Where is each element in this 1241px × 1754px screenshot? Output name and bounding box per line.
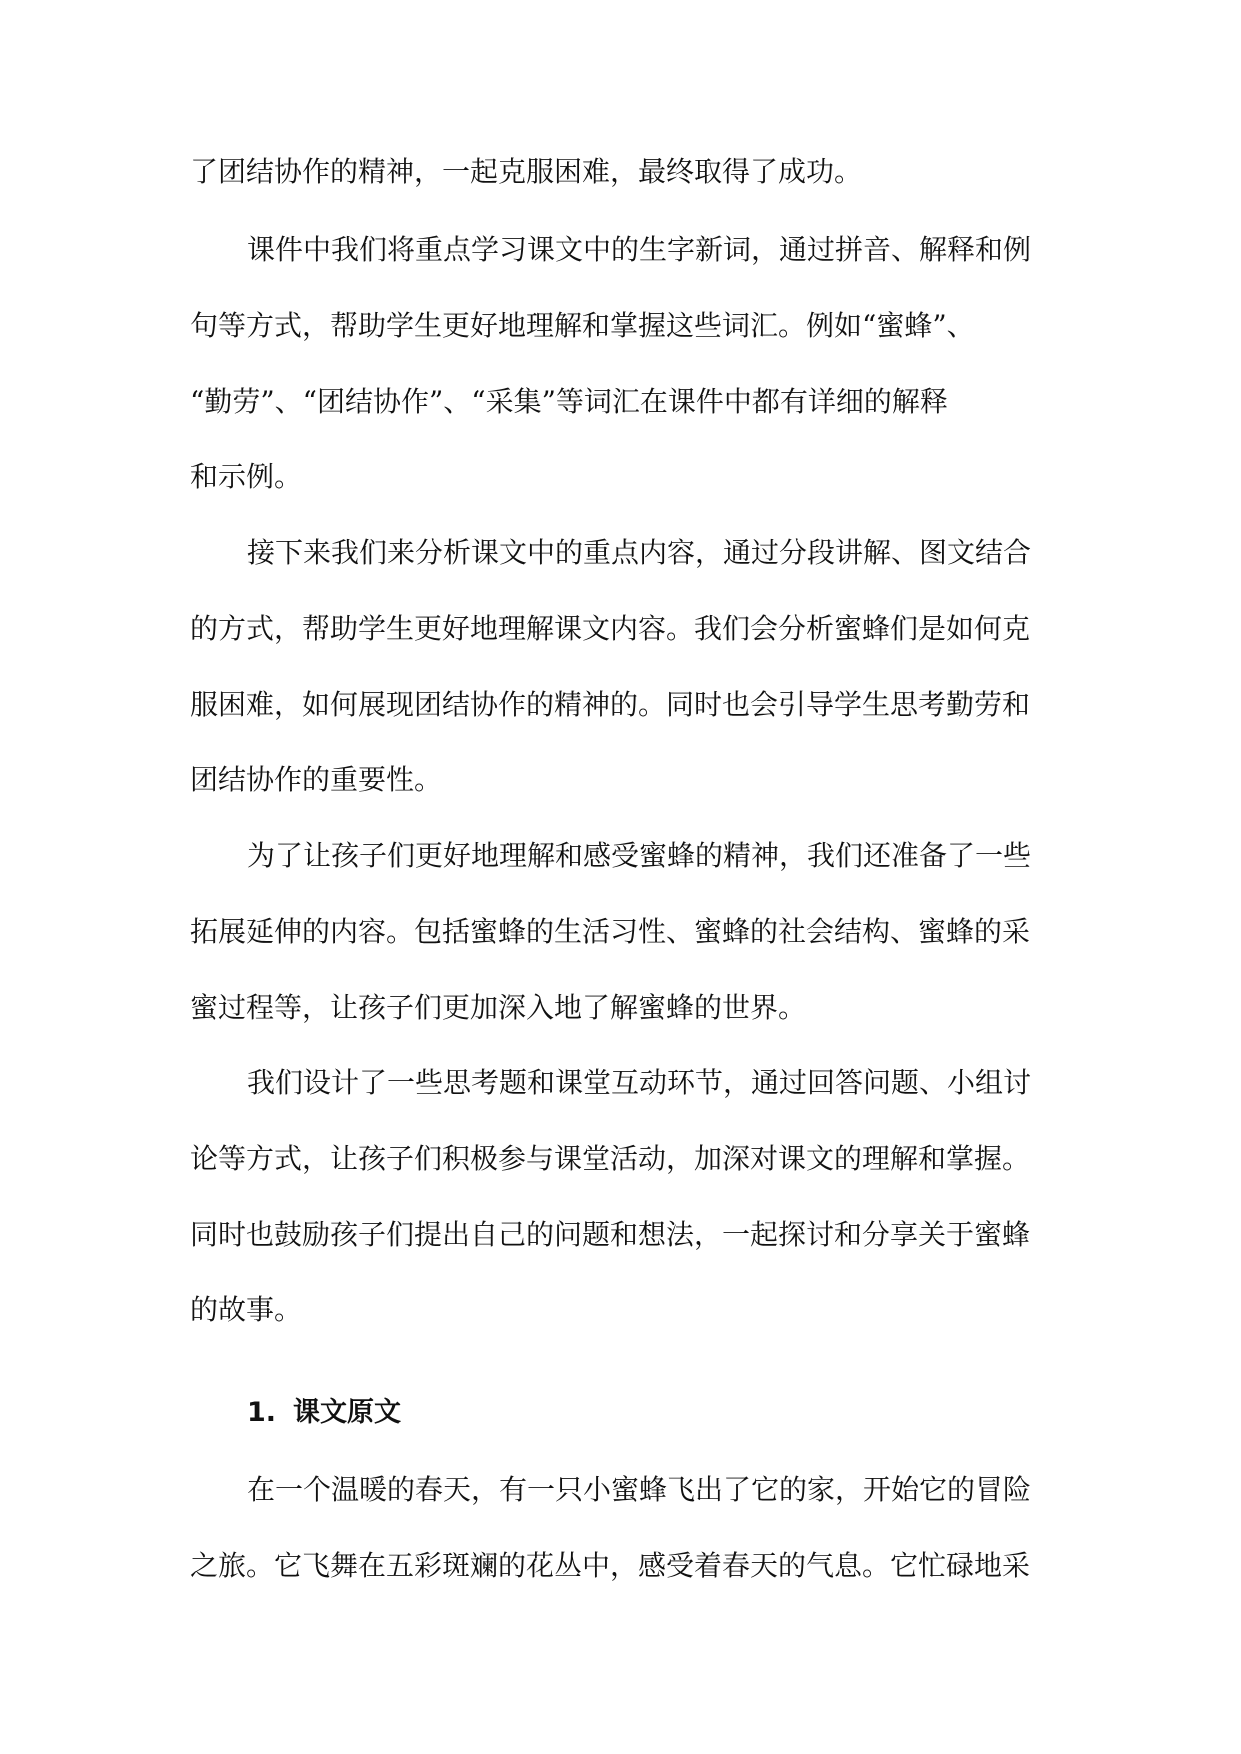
section-number: 1.	[247, 1397, 277, 1428]
paragraph-line: 句等方式，帮助学生更好地理解和掌握这些词汇。例如“蜜蜂”、	[190, 309, 975, 342]
paragraph-line: 论等方式，让孩子们积极参与课堂活动，加深对课文的理解和掌握。	[190, 1142, 1031, 1175]
paragraph-line: 为了让孩子们更好地理解和感受蜜蜂的精神，我们还准备了一些	[247, 839, 1032, 872]
paragraph-line: 和示例。	[190, 460, 303, 493]
paragraph-line: 蜜过程等，让孩子们更加深入地了解蜜蜂的世界。	[190, 991, 807, 1024]
paragraph-line: 同时也鼓励孩子们提出自己的问题和想法，一起探讨和分享关于蜜蜂	[190, 1218, 1031, 1251]
paragraph-line: 了团结协作的精神，一起克服困难，最终取得了成功。	[190, 155, 863, 188]
section-title: 课文原文	[293, 1397, 401, 1428]
story-line: 之旅。它飞舞在五彩斑斓的花丛中，感受着春天的气息。它忙碌地采	[190, 1549, 1031, 1582]
paragraph-line: 的方式，帮助学生更好地理解课文内容。我们会分析蜜蜂们是如何克	[190, 612, 1031, 645]
paragraph-line: “勤劳”、“团结协作”、“采集”等词汇在课件中都有详细的解释	[190, 385, 948, 418]
section-heading	[247, 1393, 401, 1433]
story-line: 在一个温暖的春天，有一只小蜜蜂飞出了它的家，开始它的冒险	[247, 1473, 1032, 1506]
paragraph-line: 我们设计了一些思考题和课堂互动环节，通过回答问题、小组讨	[247, 1066, 1032, 1099]
paragraph-line: 团结协作的重要性。	[190, 763, 443, 796]
paragraph-line: 接下来我们来分析课文中的重点内容，通过分段讲解、图文结合	[247, 536, 1032, 569]
paragraph-line: 课件中我们将重点学习课文中的生字新词，通过拼音、解释和例	[247, 233, 1032, 266]
paragraph-line: 的故事。	[190, 1293, 303, 1326]
paragraph-line: 服困难，如何展现团结协作的精神的。同时也会引导学生思考勤劳和	[190, 688, 1031, 721]
paragraph-line: 拓展延伸的内容。包括蜜蜂的生活习性、蜜蜂的社会结构、蜜蜂的采	[190, 915, 1031, 948]
